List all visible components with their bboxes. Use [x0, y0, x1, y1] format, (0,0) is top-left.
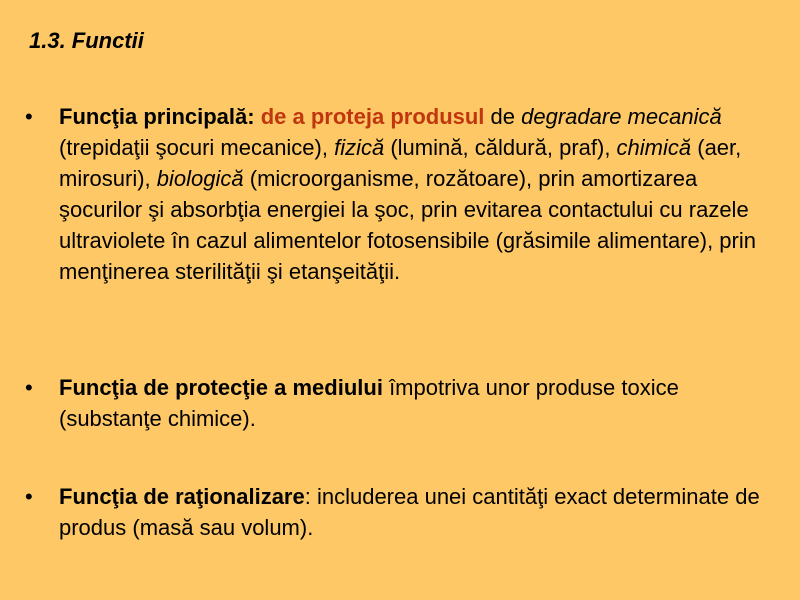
item-text: (lumină, căldură, praf), — [384, 135, 617, 160]
item-text: împotriva unor produse toxice (substanţe chimice). — [59, 375, 679, 431]
item-lead: Funcţia principală: — [59, 104, 255, 129]
item-text: (aer, mirosuri), — [59, 135, 742, 191]
bullet-item-main-function — [25, 101, 769, 287]
bullet-item-rationalization — [25, 481, 769, 543]
item-lead: Funcţia de protecţie a mediului — [59, 375, 383, 400]
bullet-icon: • — [25, 484, 33, 509]
item-lead: Funcţia de raţionalizare — [59, 484, 305, 509]
item-text: (trepidaţii şocuri mecanice), — [59, 135, 335, 160]
item-highlight: de a proteja produsul — [260, 104, 485, 129]
bullet-item-environment-protection — [25, 372, 769, 434]
item-italic-term: degradare mecanică — [521, 104, 722, 129]
item-text: de — [484, 104, 522, 129]
item-italic-term: fizică — [334, 135, 385, 160]
slide-heading: 1.3. Functii — [29, 28, 144, 53]
bullet-icon: • — [25, 104, 33, 129]
item-text: (microorganisme, rozătoare), prin amortizarea şocurilor şi absorbţia energiei la şoc, prin evitarea contactului cu razele ultraviolete în cazul alimentelor fotosensibile (grăsimile alimentare), prin menţinerea sterilităţii şi etanşeităţii. — [59, 166, 756, 284]
item-text: : includerea unei cantităţi exact determinate de produs (masă sau volum). — [59, 484, 760, 540]
item-italic-term: chimică — [616, 135, 692, 160]
item-italic-term: biologică — [156, 166, 244, 191]
bullet-icon: • — [25, 375, 33, 400]
